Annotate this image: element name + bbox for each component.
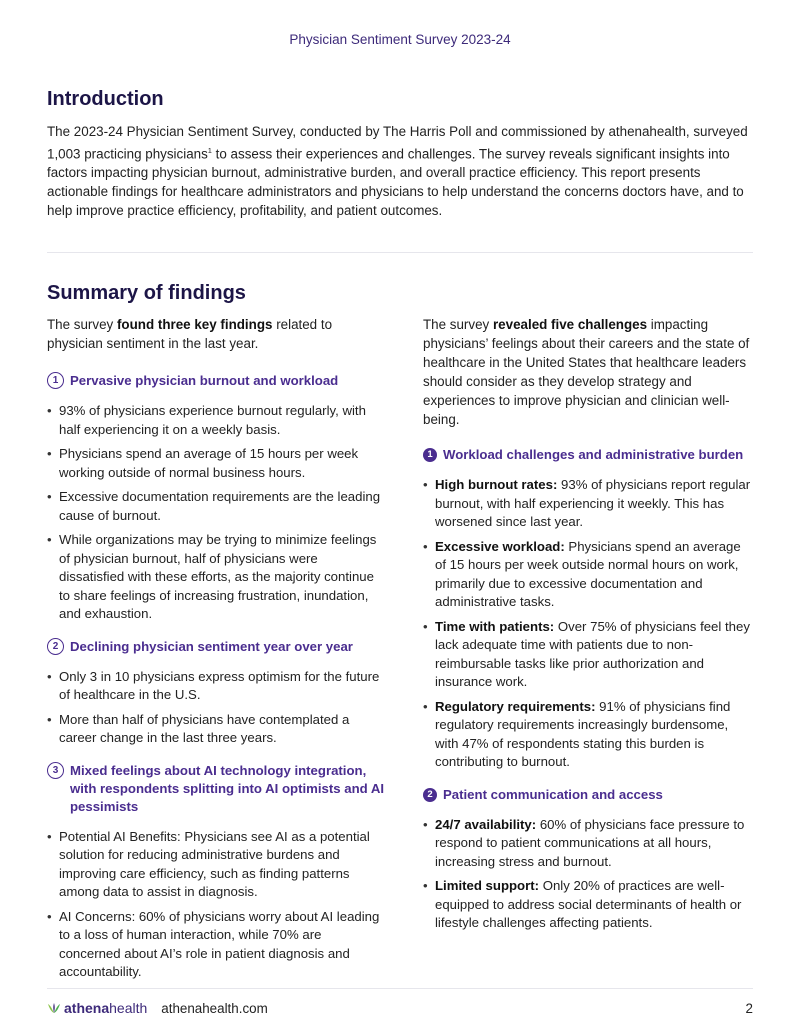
challenges-lead-bold: revealed five challenges bbox=[492, 317, 648, 332]
challenge-heading-1 bbox=[423, 446, 753, 464]
finding-2-list bbox=[47, 668, 385, 748]
list-item bbox=[423, 816, 753, 872]
challenge-title: Workload challenges and administrative burden bbox=[443, 447, 744, 462]
bullet-label: Excessive workload: bbox=[435, 538, 565, 554]
introduction-title: Introduction bbox=[47, 88, 164, 110]
number-3-circle-icon: 3 bbox=[47, 762, 64, 779]
list-item: • Excessive documentation requirements are the leading cause of burnout. bbox=[47, 488, 385, 525]
running-header: Physician Sentiment Survey 2023-24 bbox=[289, 32, 511, 47]
findings-lead bbox=[47, 315, 385, 353]
footer-divider bbox=[47, 988, 753, 989]
list-item bbox=[423, 538, 753, 612]
findings-lead-bold: found three key findings bbox=[116, 317, 273, 332]
bullet-text: 60% of physicians face pressure to respond to patient communications at all hours, increasing stress and burnout. bbox=[435, 816, 745, 869]
list-item: • Physicians spend an average of 15 hours per week working outside of normal business hours. bbox=[47, 445, 385, 482]
number-2-circle-icon: 2 bbox=[47, 638, 64, 655]
bullet-text: Physicians spend an average of 15 hours per week outside normal hours on work, primarily due to excessive documentation and administrative tasks. bbox=[435, 538, 741, 609]
finding-title: Mixed feelings about AI technology integration, with respondents splitting into AI optimists and AI pessimists bbox=[70, 762, 385, 814]
bullet-text: 93% of physicians report regular burnout, with half experiencing it weekly. This has worsened since last year. bbox=[435, 477, 751, 529]
logo-text-athena: athena bbox=[64, 1000, 110, 1016]
footer-url[interactable]: athenahealth.com bbox=[161, 1000, 268, 1016]
list-item: • More than half of physicians have contemplated a career change in the last three years. bbox=[47, 711, 385, 748]
challenges-lead bbox=[423, 315, 753, 429]
finding-heading-2 bbox=[47, 638, 385, 656]
list-item bbox=[423, 476, 753, 532]
finding-title: Pervasive physician burnout and workload bbox=[70, 373, 339, 388]
bullet-label: Limited support: bbox=[435, 878, 540, 893]
bullet-text: Over 75% of physicians feel they lack adequate time with patients due to non-reimbursable tasks like prior authorization and insurance work. bbox=[435, 618, 750, 689]
list-item bbox=[423, 698, 753, 772]
challenge-title: Patient communication and access bbox=[443, 786, 663, 802]
finding-heading-3 bbox=[47, 762, 385, 816]
list-item: • Potential AI Benefits: Physicians see AI as a potential solution for reducing administrative burdens and improving care efficiency, such as finding patterns among data to assist in diagnosis. bbox=[47, 828, 385, 902]
page-footer bbox=[47, 998, 753, 1018]
list-item bbox=[423, 877, 753, 933]
number-2-filled-circle-icon: 2 bbox=[423, 788, 437, 802]
intro-text-part2: to assess their experiences and challenges. The survey reveals significant insights into factors impacting physician burnout, administrative burden, and overall practice efficiency. This report presents actionable findings for healthcare administrators and physicians to help understand the concerns doctors have, and to help improve practice efficiency, profitability, and patient outcomes. bbox=[47, 146, 744, 219]
challenge-2-list bbox=[423, 816, 753, 933]
challenge-1-list bbox=[423, 476, 753, 772]
number-1-filled-circle-icon: 1 bbox=[423, 448, 437, 462]
list-item: • AI Concerns: 60% of physicians worry about AI leading to a loss of human interaction, while 70% are concerned about AI’s role in patient diagnosis and accountability. bbox=[47, 908, 385, 982]
findings-lead-suffix: related to physician sentiment in the last year. bbox=[47, 317, 333, 351]
footnote-ref[interactable]: 1 bbox=[207, 146, 212, 155]
bullet-label: Regulatory requirements: bbox=[435, 698, 596, 714]
challenges-column bbox=[423, 315, 753, 939]
summary-section bbox=[47, 282, 753, 979]
introduction-paragraph bbox=[47, 122, 753, 220]
bullet-label: 24/7 availability: bbox=[435, 816, 537, 832]
logo-text-health: health bbox=[109, 1000, 148, 1016]
page-number: 2 bbox=[745, 1000, 753, 1016]
bullet-text: Only 20% of practices are well-equipped to address social determinants of health or lifestyle challenges affecting patients. bbox=[435, 878, 742, 930]
list-item: • Only 3 in 10 physicians express optimism for the future of healthcare in the U.S. bbox=[47, 668, 385, 705]
bullet-label: Time with patients: bbox=[435, 618, 555, 634]
finding-3-list bbox=[47, 828, 385, 982]
findings-lead-prefix: The survey bbox=[47, 317, 117, 332]
findings-column bbox=[47, 315, 385, 988]
intro-text-part1: The 2023-24 Physician Sentiment Survey, conducted by The Harris Poll and commissioned by athenahealth, surveyed 1,003 practicing physicians bbox=[47, 124, 748, 162]
bullet-text: 91% of physicians find regulatory requirements increasingly burdensome, with 47% of respondents stating this burden is contributing to burnout. bbox=[435, 698, 731, 769]
finding-title: Declining physician sentiment year over year bbox=[70, 638, 353, 654]
list-item: • 93% of physicians experience burnout regularly, with half experiencing it on a weekly basis. bbox=[47, 402, 385, 439]
finding-heading-1 bbox=[47, 372, 385, 390]
introduction-section bbox=[47, 88, 753, 220]
number-1-circle-icon: 1 bbox=[47, 372, 64, 389]
summary-title: Summary of findings bbox=[47, 282, 246, 304]
finding-1-list bbox=[47, 402, 385, 624]
list-item bbox=[423, 618, 753, 692]
section-divider bbox=[47, 252, 753, 253]
bullet-label: High burnout rates: bbox=[435, 477, 558, 492]
challenges-lead-prefix: The survey bbox=[423, 317, 493, 332]
leaf-logo-icon bbox=[47, 1002, 61, 1014]
athenahealth-logo bbox=[47, 1000, 147, 1016]
challenge-heading-2 bbox=[423, 786, 753, 804]
list-item: • While organizations may be trying to minimize feelings of physician burnout, half of physicians were dissatisfied with these efforts, as the majority continue to share feelings of increasing frustration, inundation, and exhaustion. bbox=[47, 531, 385, 624]
challenges-lead-suffix: impacting physicians’ feelings about their careers and the state of healthcare in the United States that healthcare leaders should consider as they develop strategy and experiences to improve physician and clinician well-being. bbox=[423, 317, 750, 427]
